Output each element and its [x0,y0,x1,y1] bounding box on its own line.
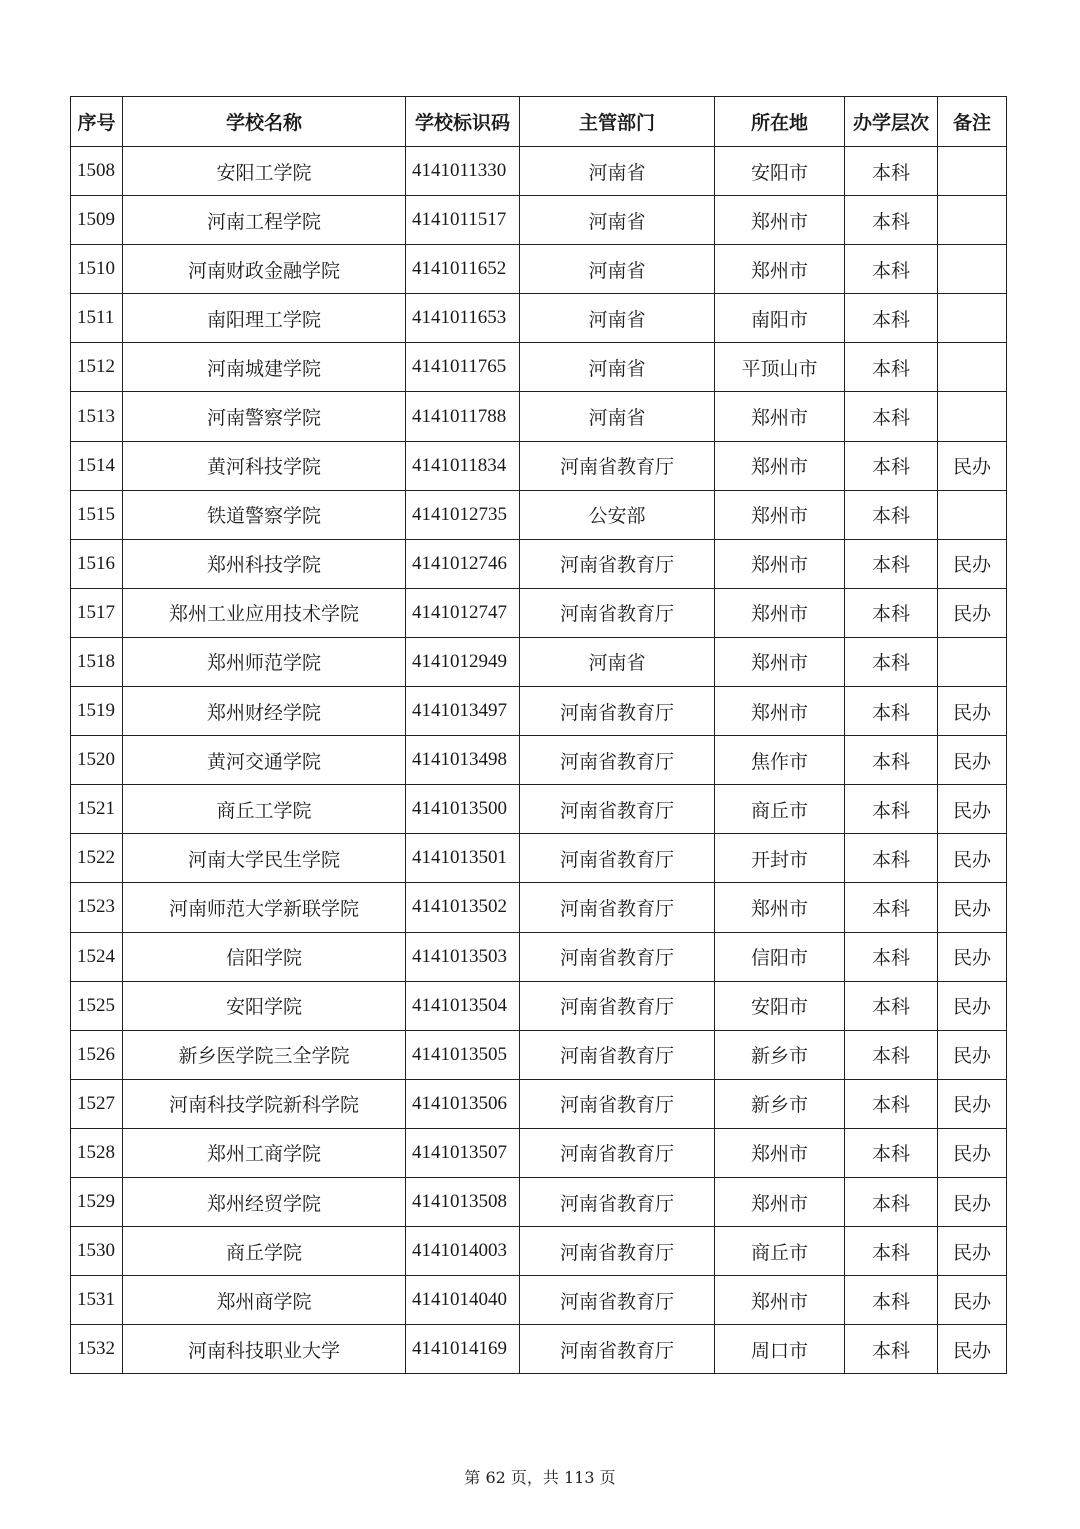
cell-level: 本科 [845,441,938,490]
cell-level: 本科 [845,785,938,834]
cell-school-code: 4141014040 [406,1276,520,1325]
cell-seq: 1513 [71,392,123,441]
table-row [71,883,1007,932]
table-row [71,441,1007,490]
cell-note: 民办 [938,1177,1007,1226]
cell-school-name: 黄河科技学院 [123,441,406,490]
header-name: 学校名称 [123,97,406,147]
cell-school-code: 4141012735 [406,490,520,539]
cell-seq: 1529 [71,1177,123,1226]
header-code: 学校标识码 [406,97,520,147]
cell-seq: 1528 [71,1128,123,1177]
cell-seq: 1525 [71,981,123,1030]
cell-level: 本科 [845,1030,938,1079]
cell-level: 本科 [845,834,938,883]
cell-location: 郑州市 [715,490,845,539]
cell-note: 民办 [938,687,1007,736]
cell-note: 民办 [938,736,1007,785]
cell-department: 河南省 [520,343,715,392]
cell-school-code: 4141011652 [406,245,520,294]
cell-level: 本科 [845,637,938,686]
cell-school-name: 河南工程学院 [123,196,406,245]
table-row [71,539,1007,588]
table-row [71,1079,1007,1128]
header-level: 办学层次 [845,97,938,147]
cell-department: 河南省教育厅 [520,736,715,785]
cell-level: 本科 [845,883,938,932]
cell-location: 安阳市 [715,981,845,1030]
cell-school-code: 4141014169 [406,1325,520,1374]
cell-location: 安阳市 [715,147,845,196]
cell-level: 本科 [845,736,938,785]
table-row [71,147,1007,196]
page-footer: 第 62 页，共 113 页 [464,1468,616,1487]
cell-level: 本科 [845,294,938,343]
cell-school-code: 4141013503 [406,932,520,981]
table-row [71,1325,1007,1374]
table-body [71,147,1007,1374]
cell-department: 公安部 [520,490,715,539]
cell-seq: 1516 [71,539,123,588]
cell-department: 河南省 [520,147,715,196]
cell-note: 民办 [938,1227,1007,1276]
cell-school-code: 4141013506 [406,1079,520,1128]
cell-location: 郑州市 [715,539,845,588]
cell-location: 商丘市 [715,1227,845,1276]
cell-note: 民办 [938,1276,1007,1325]
cell-department: 河南省教育厅 [520,785,715,834]
cell-department: 河南省 [520,392,715,441]
cell-school-code: 4141011834 [406,441,520,490]
cell-department: 河南省教育厅 [520,1079,715,1128]
cell-note [938,294,1007,343]
cell-school-code: 4141013501 [406,834,520,883]
cell-location: 新乡市 [715,1079,845,1128]
cell-school-code: 4141013505 [406,1030,520,1079]
cell-school-name: 南阳理工学院 [123,294,406,343]
cell-seq: 1532 [71,1325,123,1374]
cell-note [938,343,1007,392]
cell-note: 民办 [938,785,1007,834]
cell-seq: 1512 [71,343,123,392]
cell-seq: 1531 [71,1276,123,1325]
cell-note [938,392,1007,441]
cell-note [938,637,1007,686]
cell-level: 本科 [845,196,938,245]
cell-school-code: 4141011765 [406,343,520,392]
cell-seq: 1511 [71,294,123,343]
table-row [71,245,1007,294]
cell-seq: 1519 [71,687,123,736]
cell-school-name: 安阳工学院 [123,147,406,196]
cell-department: 河南省教育厅 [520,1128,715,1177]
cell-school-code: 4141013507 [406,1128,520,1177]
cell-school-name: 商丘学院 [123,1227,406,1276]
cell-seq: 1509 [71,196,123,245]
cell-seq: 1510 [71,245,123,294]
cell-location: 郑州市 [715,1276,845,1325]
cell-school-name: 河南城建学院 [123,343,406,392]
cell-seq: 1514 [71,441,123,490]
cell-note: 民办 [938,883,1007,932]
cell-school-code: 4141013498 [406,736,520,785]
cell-school-code: 4141012949 [406,637,520,686]
cell-school-name: 郑州科技学院 [123,539,406,588]
cell-school-name: 郑州工业应用技术学院 [123,588,406,637]
header-row [71,97,1007,147]
cell-school-code: 4141011517 [406,196,520,245]
cell-level: 本科 [845,539,938,588]
cell-level: 本科 [845,1128,938,1177]
cell-location: 郑州市 [715,441,845,490]
cell-department: 河南省教育厅 [520,588,715,637]
cell-school-name: 商丘工学院 [123,785,406,834]
cell-school-name: 安阳学院 [123,981,406,1030]
cell-school-name: 新乡医学院三全学院 [123,1030,406,1079]
cell-department: 河南省教育厅 [520,883,715,932]
cell-location: 新乡市 [715,1030,845,1079]
table-row [71,1128,1007,1177]
cell-school-name: 河南师范大学新联学院 [123,883,406,932]
cell-department: 河南省教育厅 [520,1227,715,1276]
table-row [71,637,1007,686]
cell-level: 本科 [845,147,938,196]
table-row [71,834,1007,883]
cell-location: 信阳市 [715,932,845,981]
cell-note: 民办 [938,1128,1007,1177]
cell-note: 民办 [938,1030,1007,1079]
cell-level: 本科 [845,1325,938,1374]
cell-level: 本科 [845,981,938,1030]
cell-level: 本科 [845,1276,938,1325]
cell-level: 本科 [845,1227,938,1276]
cell-school-name: 河南科技职业大学 [123,1325,406,1374]
cell-location: 开封市 [715,834,845,883]
cell-department: 河南省教育厅 [520,932,715,981]
cell-location: 郑州市 [715,588,845,637]
table-row [71,294,1007,343]
cell-seq: 1526 [71,1030,123,1079]
cell-school-name: 黄河交通学院 [123,736,406,785]
cell-level: 本科 [845,343,938,392]
header-dept: 主管部门 [520,97,715,147]
table-row [71,588,1007,637]
cell-note: 民办 [938,441,1007,490]
table-row [71,687,1007,736]
cell-department: 河南省教育厅 [520,1276,715,1325]
table-row [71,1030,1007,1079]
cell-location: 周口市 [715,1325,845,1374]
cell-department: 河南省 [520,294,715,343]
table-row [71,490,1007,539]
header-city: 所在地 [715,97,845,147]
cell-school-name: 信阳学院 [123,932,406,981]
cell-seq: 1521 [71,785,123,834]
table-row [71,343,1007,392]
cell-school-code: 4141014003 [406,1227,520,1276]
cell-location: 南阳市 [715,294,845,343]
cell-level: 本科 [845,245,938,294]
cell-department: 河南省教育厅 [520,1177,715,1226]
table-row [71,932,1007,981]
cell-school-name: 郑州师范学院 [123,637,406,686]
cell-seq: 1527 [71,1079,123,1128]
cell-level: 本科 [845,1079,938,1128]
cell-seq: 1518 [71,637,123,686]
cell-seq: 1522 [71,834,123,883]
cell-school-name: 郑州经贸学院 [123,1177,406,1226]
cell-level: 本科 [845,1177,938,1226]
cell-department: 河南省 [520,245,715,294]
cell-school-code: 4141011653 [406,294,520,343]
cell-location: 平顶山市 [715,343,845,392]
cell-note [938,490,1007,539]
cell-school-code: 4141013504 [406,981,520,1030]
schools-table [70,96,1007,1374]
cell-department: 河南省教育厅 [520,539,715,588]
cell-location: 郑州市 [715,196,845,245]
cell-school-code: 4141011788 [406,392,520,441]
cell-level: 本科 [845,392,938,441]
cell-note: 民办 [938,588,1007,637]
cell-note: 民办 [938,981,1007,1030]
cell-note: 民办 [938,539,1007,588]
header-note: 备注 [938,97,1007,147]
cell-school-code: 4141013502 [406,883,520,932]
cell-level: 本科 [845,932,938,981]
cell-school-name: 郑州商学院 [123,1276,406,1325]
cell-department: 河南省 [520,637,715,686]
cell-note: 民办 [938,834,1007,883]
cell-department: 河南省教育厅 [520,441,715,490]
cell-location: 焦作市 [715,736,845,785]
cell-location: 商丘市 [715,785,845,834]
cell-location: 郑州市 [715,245,845,294]
table-row [71,785,1007,834]
cell-school-code: 4141012746 [406,539,520,588]
cell-location: 郑州市 [715,687,845,736]
cell-department: 河南省教育厅 [520,687,715,736]
cell-school-code: 4141011330 [406,147,520,196]
cell-note: 民办 [938,932,1007,981]
cell-department: 河南省 [520,196,715,245]
cell-note [938,147,1007,196]
cell-location: 郑州市 [715,1128,845,1177]
cell-level: 本科 [845,687,938,736]
cell-school-name: 郑州工商学院 [123,1128,406,1177]
table-row [71,981,1007,1030]
table-row [71,736,1007,785]
cell-department: 河南省教育厅 [520,1030,715,1079]
cell-school-code: 4141013497 [406,687,520,736]
cell-level: 本科 [845,490,938,539]
cell-school-name: 河南财政金融学院 [123,245,406,294]
cell-school-name: 郑州财经学院 [123,687,406,736]
cell-location: 郑州市 [715,1177,845,1226]
cell-school-name: 河南警察学院 [123,392,406,441]
cell-seq: 1517 [71,588,123,637]
table-row [71,1276,1007,1325]
cell-school-code: 4141013500 [406,785,520,834]
cell-seq: 1530 [71,1227,123,1276]
header-seq: 序号 [71,97,123,147]
cell-note [938,196,1007,245]
cell-seq: 1524 [71,932,123,981]
cell-department: 河南省教育厅 [520,981,715,1030]
cell-level: 本科 [845,588,938,637]
cell-department: 河南省教育厅 [520,1325,715,1374]
cell-seq: 1520 [71,736,123,785]
cell-school-name: 河南科技学院新科学院 [123,1079,406,1128]
cell-note: 民办 [938,1079,1007,1128]
cell-seq: 1508 [71,147,123,196]
cell-note [938,245,1007,294]
cell-school-name: 河南大学民生学院 [123,834,406,883]
cell-school-code: 4141012747 [406,588,520,637]
table-row [71,196,1007,245]
cell-school-code: 4141013508 [406,1177,520,1226]
cell-location: 郑州市 [715,637,845,686]
cell-location: 郑州市 [715,392,845,441]
table-header [71,97,1007,147]
table-row [71,1227,1007,1276]
cell-department: 河南省教育厅 [520,834,715,883]
cell-seq: 1515 [71,490,123,539]
cell-location: 郑州市 [715,883,845,932]
cell-school-name: 铁道警察学院 [123,490,406,539]
cell-seq: 1523 [71,883,123,932]
table-row [71,1177,1007,1226]
cell-note: 民办 [938,1325,1007,1374]
table-row [71,392,1007,441]
